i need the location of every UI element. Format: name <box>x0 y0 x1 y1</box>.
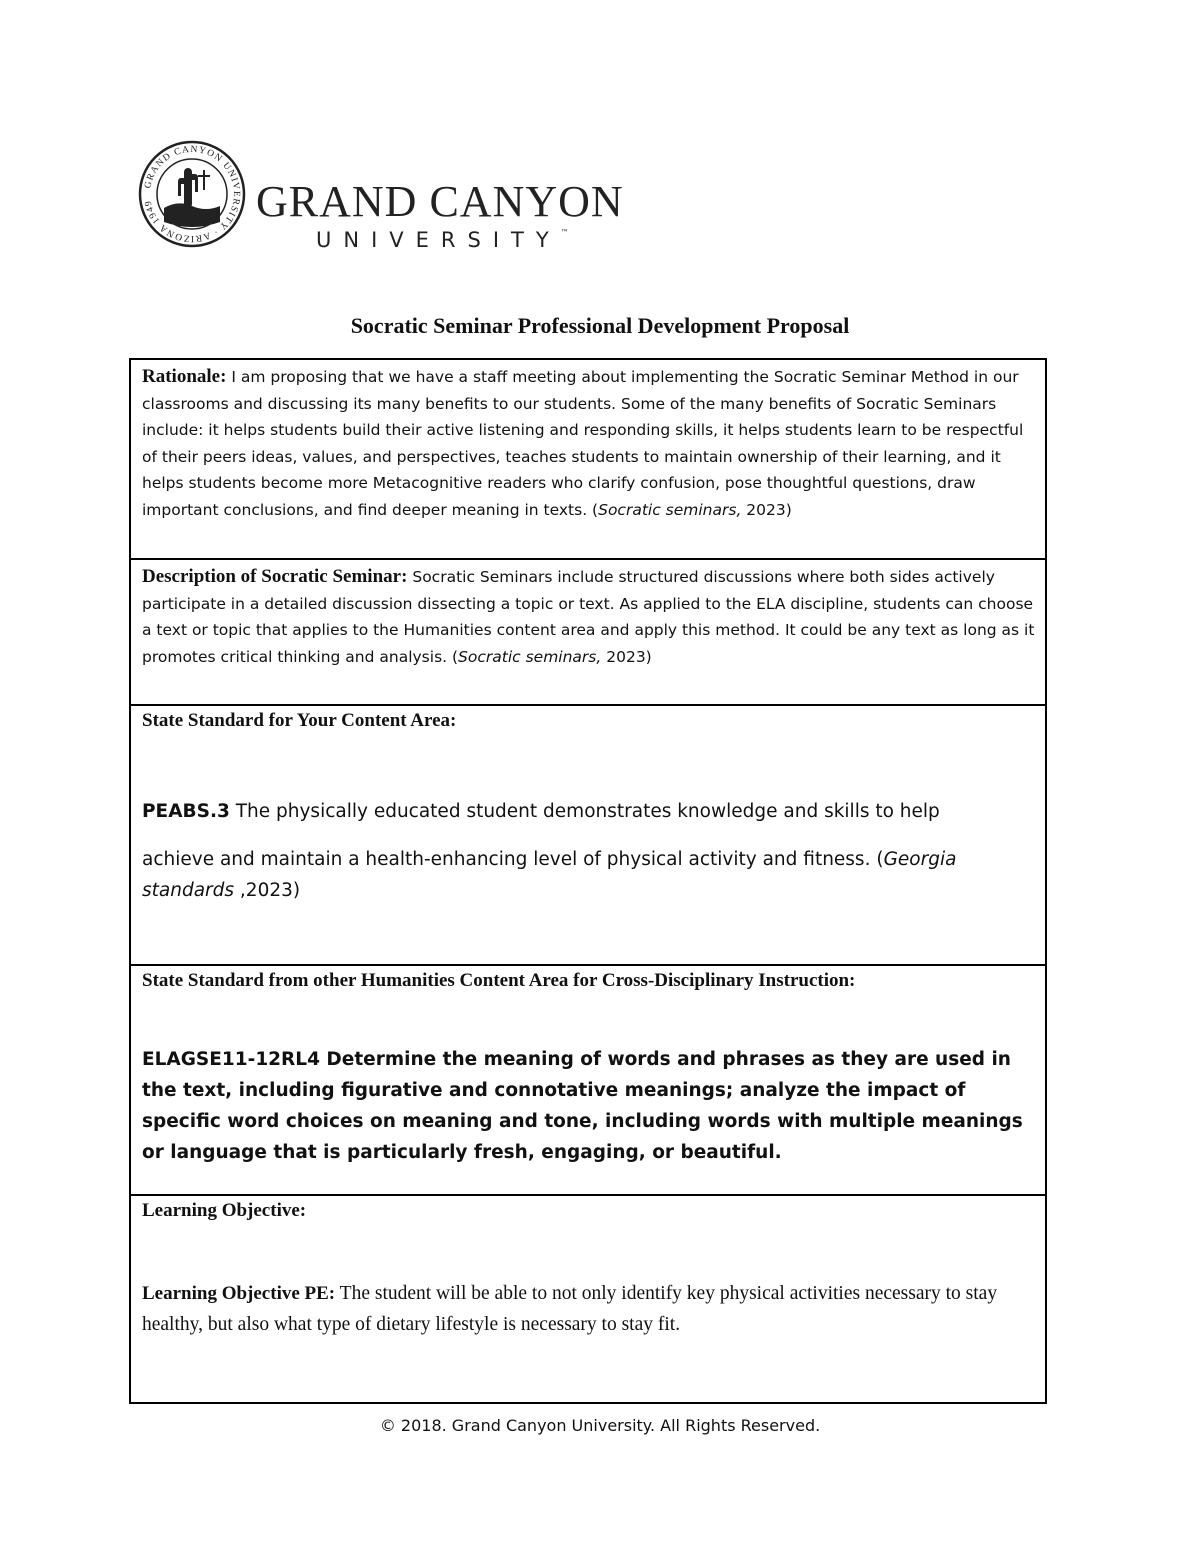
cross-standard-label: State Standard from other Humanities Content Area for Cross-Disciplinary Instruction: <box>142 970 856 991</box>
state-standard-citation-year: ,2023) <box>234 880 301 901</box>
proposal-table <box>129 358 1047 1404</box>
cross-standard-body: Determine the meaning of words and phrases as they are used in the text, including figurative and connotative meanings; analyze the impact of specific word choices on meaning and tone, including words with multiple meanings or language that is particularly fresh, engaging, or beautiful. <box>142 1049 1023 1163</box>
rationale-citation: Socratic seminars, <box>598 500 742 519</box>
rationale-text <box>142 364 1035 523</box>
cross-standard-text <box>142 1044 1035 1168</box>
gcu-logo <box>138 140 624 252</box>
state-standard-line2 <box>142 844 1035 906</box>
objective-label: Learning Objective: <box>142 1200 307 1221</box>
seal-lettering: GRAND CANYON UNIVERSITY · ARIZONA 1949 <box>143 144 242 244</box>
description-cell <box>130 559 1046 705</box>
cross-standard-cell <box>130 965 1046 1195</box>
rationale-body: I am proposing that we have a staff meeting about implementing the Socratic Seminar Method in our classrooms and discussing its many benefits to our students. Some of the many benefits of Socratic Seminars include: it helps students build their active listening and responding skills, it helps students learn to be respectful of their peers ideas, values, and perspectives, teaches students to maintain ownership of their learning, and it helps students become more Metacognitive readers who clarify confusion, pose thoughtful questions, draw important conclusions, and find deeper meaning in texts. ( <box>142 368 1024 519</box>
logo-wordmark-university: UNIVERSITY <box>316 228 561 252</box>
trademark-symbol: ™ <box>560 228 569 237</box>
rationale-label: Rationale: <box>142 366 227 387</box>
description-body: Socratic Seminars include structured discussions where both sides actively participate in a detailed discussion dissecting a topic or text. As applied to the ELA discipline, students can choose a text or topic that applies to the Humanities content area and apply this method. It could be any text as long as it promotes critical thinking and analysis. ( <box>142 568 1035 666</box>
objective-body: The student will be able to not only identify key physical activities necessary to stay healthy, but also what type of dietary lifestyle is necessary to stay fit. <box>142 1283 998 1335</box>
logo-wordmark <box>256 177 624 252</box>
university-seal-icon <box>138 140 246 248</box>
state-standard-label: State Standard for Your Content Area: <box>142 710 457 731</box>
description-citation: Socratic seminars, <box>458 647 602 666</box>
objective-sub-label: Learning Objective PE: <box>142 1283 336 1304</box>
cross-standard-row <box>130 965 1046 1195</box>
rationale-row <box>130 359 1046 559</box>
state-standard-cell <box>130 705 1046 965</box>
description-label: Description of Socratic Seminar: <box>142 566 408 587</box>
state-standard-citation: Georgia standards <box>142 849 957 901</box>
description-row <box>130 559 1046 705</box>
objective-row <box>130 1195 1046 1403</box>
objective-cell <box>130 1195 1046 1403</box>
description-citation-year: 2023) <box>601 647 652 666</box>
rationale-citation-year: 2023) <box>741 500 792 519</box>
logo-wordmark-line1: GRAND CANYON <box>256 177 624 226</box>
copyright-footer: © 2018. Grand Canyon University. All Rights Reserved. <box>379 1416 821 1435</box>
state-standard-code: PEABS.3 <box>142 801 230 822</box>
objective-text <box>142 1278 1035 1340</box>
state-standard-text1: The physically educated student demonstrates knowledge and skills to help <box>229 801 940 822</box>
document-title: Socratic Seminar Professional Development Proposal <box>350 313 850 338</box>
logo-wordmark-line2 <box>316 228 624 252</box>
state-standard-text2: achieve and maintain a health-enhancing level of physical activity and fitness. ( <box>142 849 884 870</box>
state-standard-line1 <box>142 796 1035 827</box>
description-text <box>142 564 1035 670</box>
rationale-cell <box>130 359 1046 559</box>
state-standard-row <box>130 705 1046 965</box>
cross-standard-code: ELAGSE11-12RL4 <box>142 1049 320 1070</box>
